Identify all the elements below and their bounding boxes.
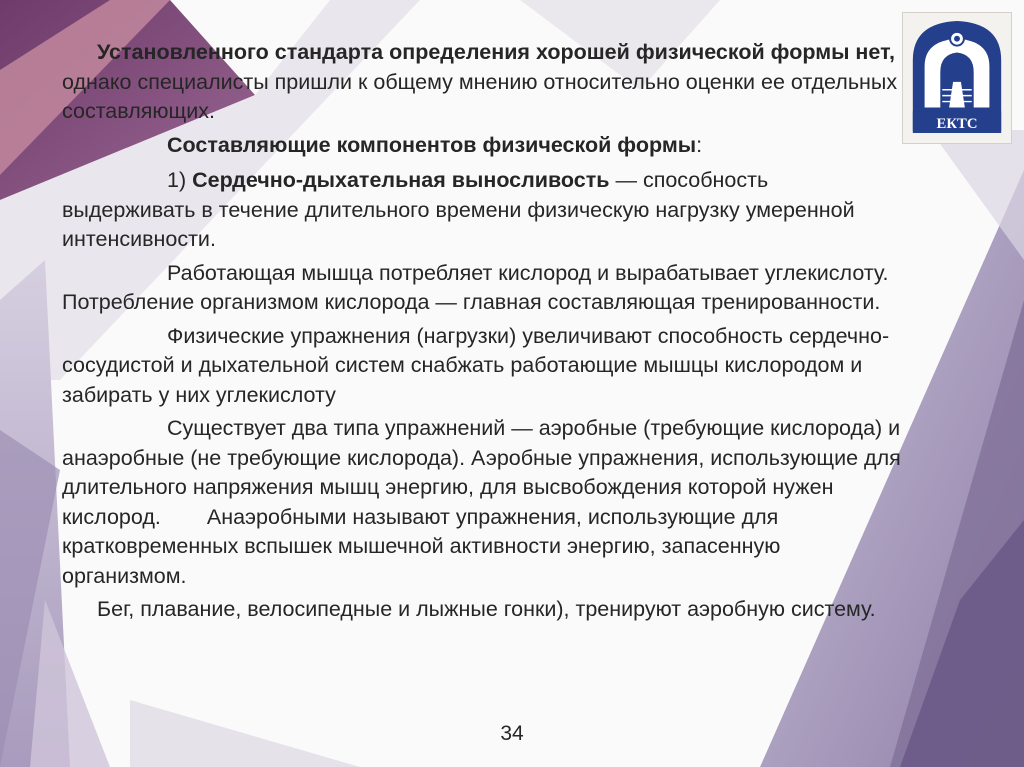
paragraph-exercise: Физические упражнения (нагрузки) увеличивают способность сердечно-сосудистой и дыхательной систем снабжать работающие мышцы кислородом и забирать у них углекислоту bbox=[62, 323, 890, 407]
section-heading-text: Составляющие компонентов физической формы bbox=[167, 132, 697, 157]
endurance-term: Сердечно-дыхательная выносливость bbox=[192, 168, 610, 192]
page-number: 34 bbox=[500, 722, 524, 745]
paragraph-exercise-types bbox=[62, 414, 907, 591]
logo-emblem-icon bbox=[903, 13, 1011, 143]
logo bbox=[902, 12, 1012, 144]
aerobic-text: Существует два типа упражнений — аэробные (требующие кислорода) и анаэробные (не требующие кислорода). Аэробные упражнения, использующие для длительного напряжения мышц энергию, для высвобождения которой нужен кислород. bbox=[62, 416, 901, 529]
slide-content bbox=[62, 38, 907, 625]
paragraph-oxygen: Работающая мышца потребляет кислород и вырабатывает углекислоту. Потребление организмом кислорода — главная составляющая тренированности. bbox=[62, 260, 889, 314]
logo-text: ЕКТС bbox=[936, 116, 978, 133]
intro-bold-text: Установленного стандарта определения хорошей физической формы нет, bbox=[97, 40, 895, 64]
intro-text: однако специалисты пришли к общему мнению относительно оценки ее отдельных составляющих. bbox=[62, 69, 898, 123]
paragraph-examples: Бег, плавание, велосипедные и лыжные гонки), тренируют аэробную систему. bbox=[97, 597, 876, 621]
section-heading bbox=[62, 131, 907, 161]
paragraph-intro bbox=[62, 38, 907, 127]
section-heading-colon: : bbox=[696, 132, 703, 157]
endurance-definition: — способность выдерживать в течение длительного времени физическую нагрузку умеренной интенсивности. bbox=[62, 168, 855, 251]
endurance-number: 1) bbox=[167, 168, 193, 192]
paragraph-endurance bbox=[62, 166, 907, 255]
anaerobic-text: Анаэробными называют упражнения, использующие для кратковременных вспышек мышечной активности энергию, запасенную организмом. bbox=[62, 504, 781, 588]
